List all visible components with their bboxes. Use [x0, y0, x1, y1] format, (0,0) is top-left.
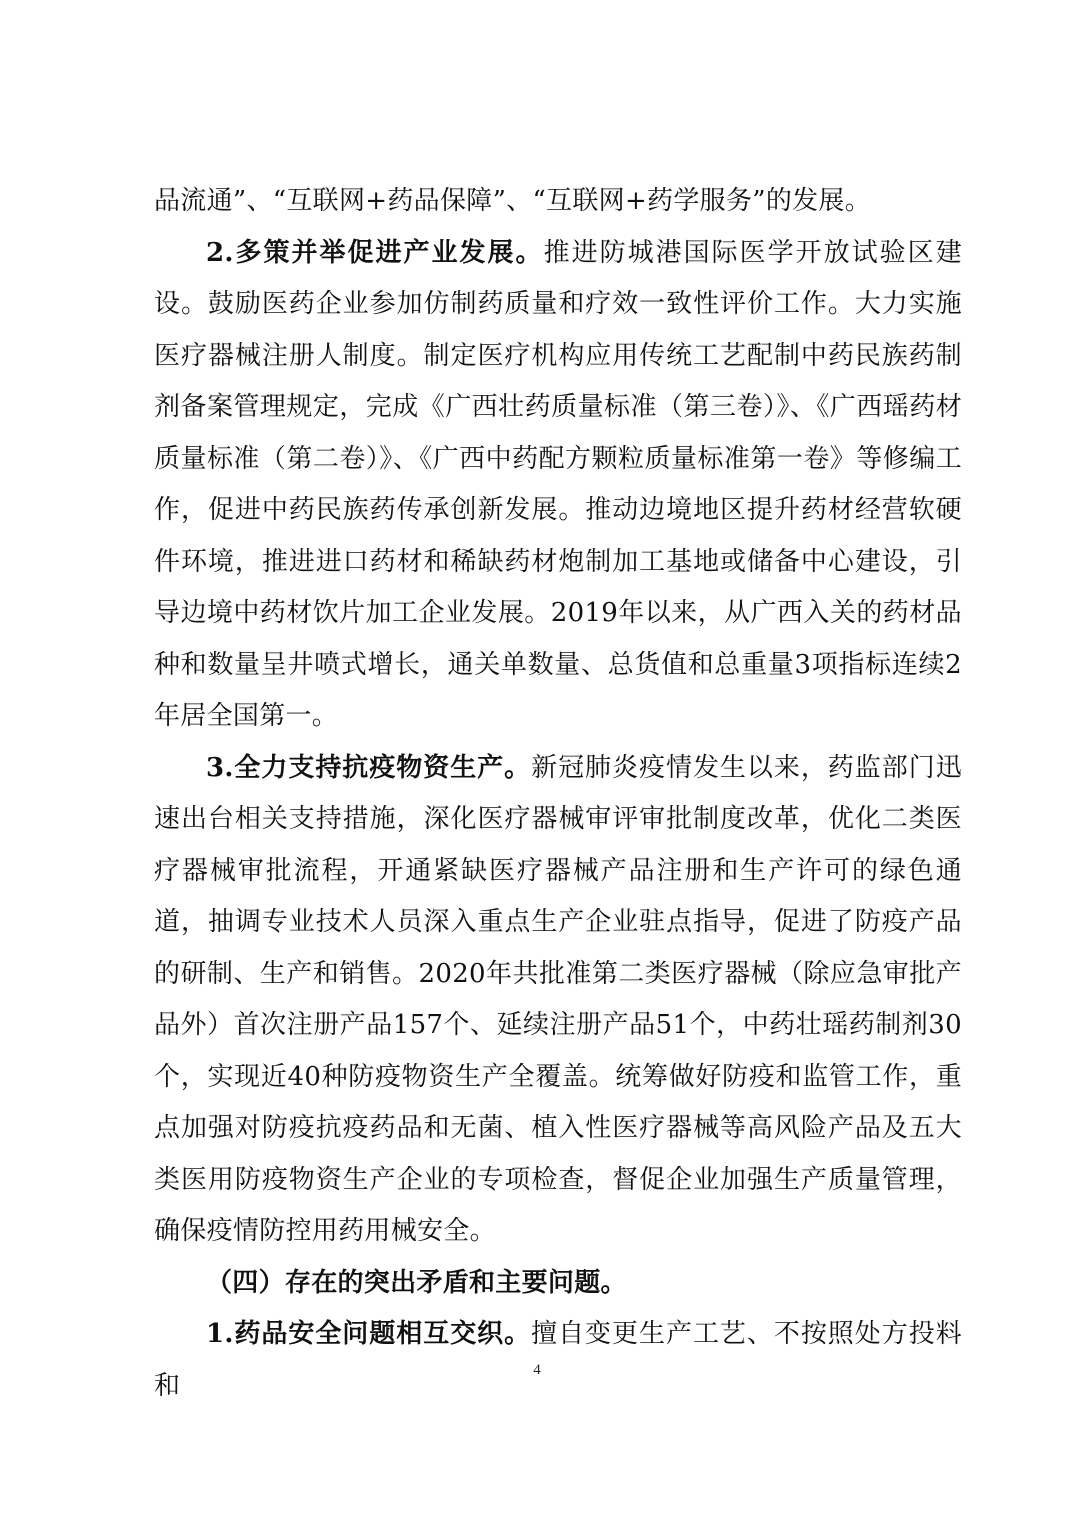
- page-number: 4: [533, 1362, 541, 1378]
- paragraph-text: 品流通”、“互联网+药品保障”、“互联网+药学服务”的发展。: [154, 186, 872, 216]
- paragraph-lead: 1.药品安全问题相互交织。: [206, 1319, 532, 1349]
- paragraph-drug-safety: [154, 1309, 962, 1412]
- paragraph-text: 擅自变更生产工艺、不按照处方投料和: [154, 1319, 962, 1401]
- paragraph-text: 新冠肺炎疫情发生以来，药监部门迅速出台相关支持措施，深化医疗器械审评审批制度改革，优化二类医疗器械审批流程，开通紧缺医疗器械产品注册和生产许可的绿色通道，抽调专业技术人员深入重点生产企业驻点指导，促进了防疫产品的研制、生产和销售。2020年共批准第二类医疗器械（除应急审批产品外）首次注册产品157个、延续注册产品51个，中药壮瑶药制剂30个，实现近40种防疫物资生产全覆盖。统筹做好防疫和监管工作，重点加强对防疫抗疫药品和无菌、植入性医疗器械等高风险产品及五大类医用防疫物资生产企业的专项检查，督促企业加强生产质量管理，确保疫情防控用药用械安全。: [154, 752, 962, 1246]
- paragraph-lead: 3.全力支持抗疫物资生产。: [206, 752, 532, 783]
- section-heading: （四）存在的突出矛盾和主要问题。: [206, 1267, 627, 1298]
- paragraph-lead: 2.多策并举促进产业发展。: [206, 237, 544, 268]
- paragraph-epidemic-supplies: [154, 743, 962, 1258]
- body-text: [154, 176, 962, 1412]
- paragraph-continuation: [154, 176, 962, 228]
- paragraph-industry-development: [154, 228, 962, 743]
- paragraph-text: 推进防城港国际医学开放试验区建设。鼓励医药企业参加仿制药质量和疗效一致性评价工作。大力实施医疗器械注册人制度。制定医疗机构应用传统工艺配制中药民族药制剂备案管理规定，完成《广西壮药质量标准（第三卷）》、《广西瑶药材质量标准（第二卷）》、《广西中药配方颗粒质量标准第一卷》等修编工作，促进中药民族药传承创新发展。推动边境地区提升药材经营软硬件环境，推进进口药材和稀缺药材炮制加工基地或储备中心建设，引导边境中药材饮片加工企业发展。2019年以来，从广西入关的药材品种和数量呈井喷式增长，通关单数量、总货值和总重量3项指标连续2年居全国第一。: [154, 237, 962, 731]
